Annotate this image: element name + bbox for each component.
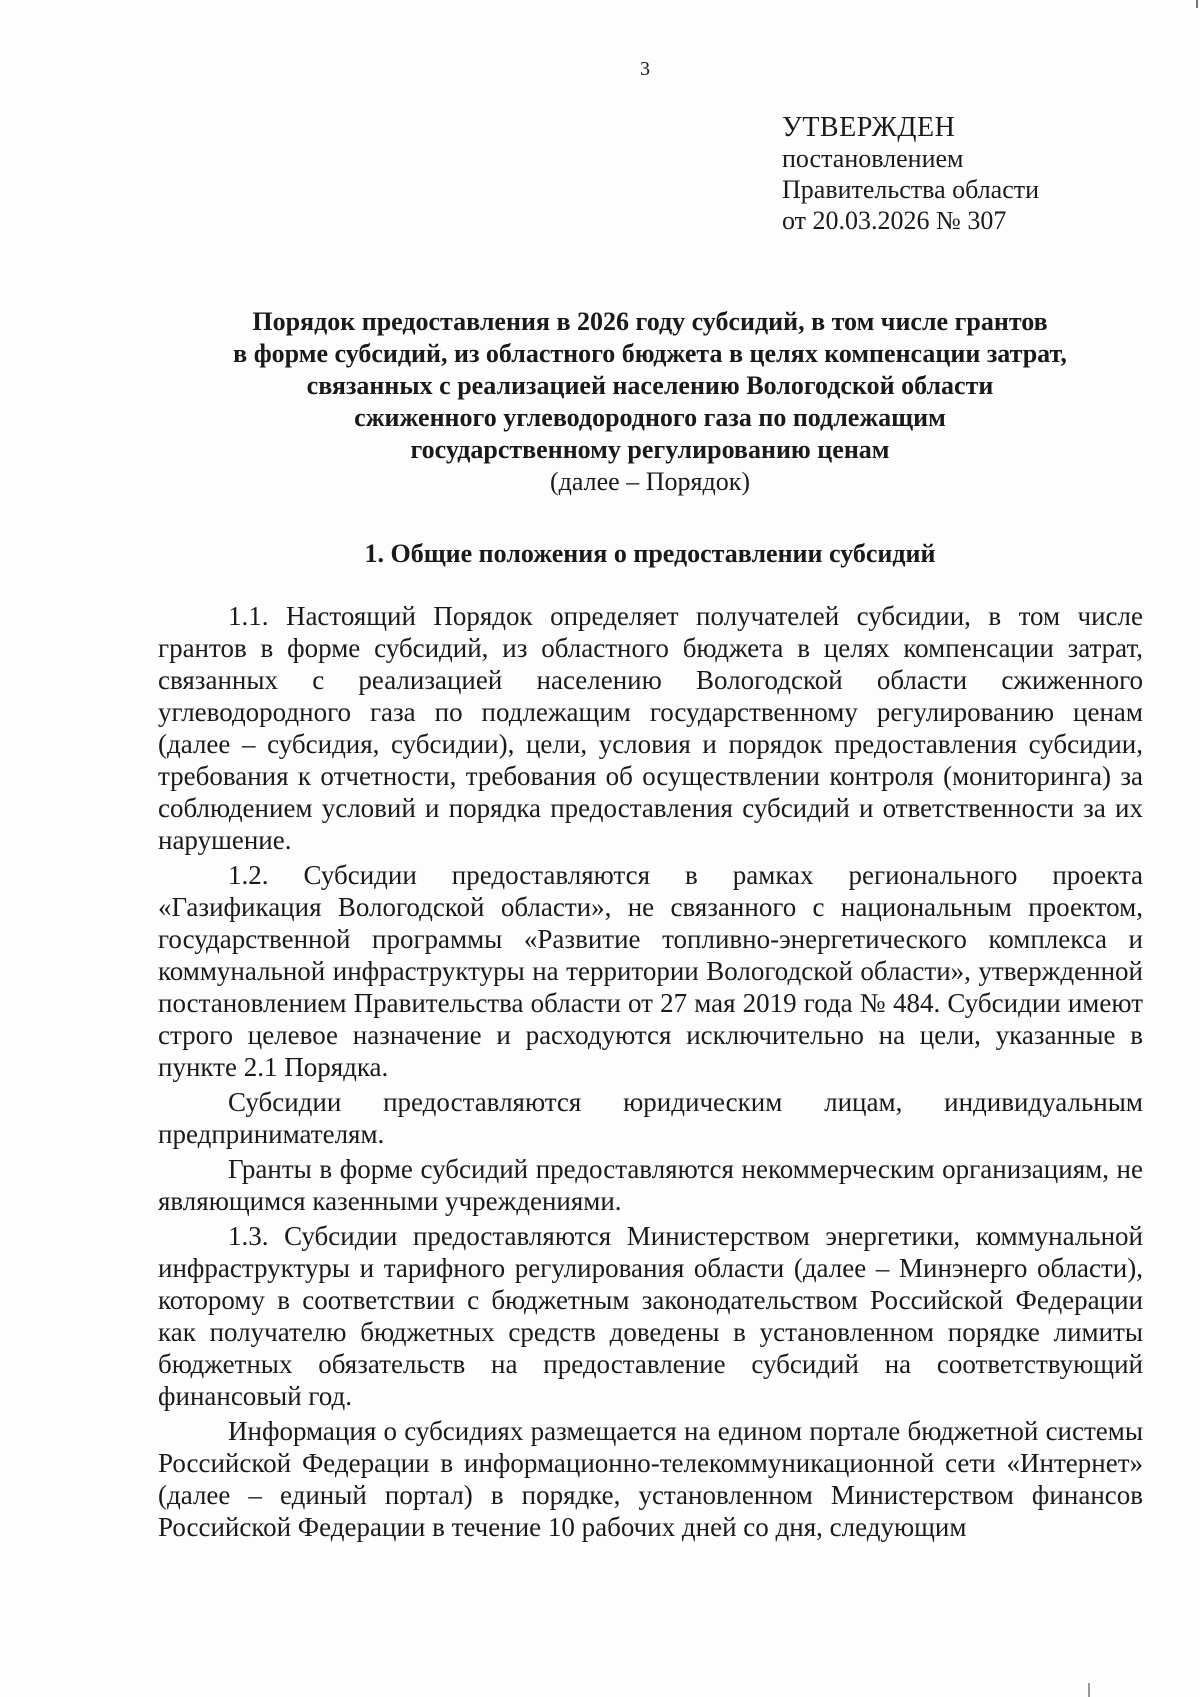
document-title-line: государственному регулированию ценам [410,435,890,464]
document-title-line: Порядок предоставления в 2026 году субсидий, в том числе грантов [252,307,1048,336]
section-heading: 1. Общие положения о предоставлении субсидий [364,539,936,568]
approval-line: от 20.03.2026 № 307 [782,206,1007,235]
document-subtitle: (далее – Порядок) [550,467,750,496]
paragraph: Гранты в форме субсидий предоставляются некоммерческим организациям, не являющимся казенными учреждениями. [158,1154,1143,1216]
scan-edge-mark-bottom [1088,1683,1090,1697]
paragraph: 1.3. Субсидии предоставляются Министерством энергетики, коммунальной инфраструктуры и тарифного регулирования области (далее – Минэнерго области), которому в соответствии с бюджетным законодательством Российской Федерации как получателю бюджетных средств доведены в установленном порядке лимиты бюджетных обязательств на предоставление субсидий на соответствующий финансовый год. [158,1221,1143,1411]
paragraph: 1.1. Настоящий Порядок определяет получателей субсидии, в том числе грантов в форме субсидий, из областного бюджета в целях компенсации затрат, связанных с реализацией населению Вологодской области сжиженного углеводородного газа по подлежащим государственному регулированию ценам (далее – субсидия, субсидии), цели, условия и порядок предоставления субсидии, требования к отчетности, требования об осуществлении контроля (мониторинга) за соблюдением условий и порядка предоставления субсидий и ответственности за их нарушение. [158,601,1143,855]
scan-edge-mark [1196,0,1198,8]
document-title [150,306,1150,498]
approval-line: постановлением [782,144,964,173]
document-body [158,600,1143,1546]
approval-title: УТВЕРЖДЕН [782,112,956,143]
page-number: 3 [640,58,650,80]
document-title-line: сжиженного углеводородного газа по подлежащим [354,403,946,432]
paragraph: Субсидии предоставляются юридическим лицам, индивидуальным предпринимателям. [158,1087,1143,1149]
document-title-line: связанных с реализацией населению Вологодской области [306,371,994,400]
paragraph: Информация о субсидиях размещается на едином портале бюджетной системы Российской Федерации в информационно-телекоммуникационной сети «Интернет» (далее – единый портал) в порядке, установленном Министерством финансов Российской Федерации в течение 10 рабочих дней со дня, следующим [158,1416,1143,1542]
approval-stamp [782,112,1039,236]
approval-line: Правительства области [782,175,1040,204]
paragraph: 1.2. Субсидии предоставляются в рамках регионального проекта «Газификация Вологодской области», не связанного с национальным проектом, государственной программы «Развитие топливно-энергетического комплекса и коммунальной инфраструктуры на территории Вологодской области», утвержденной постановлением Правительства области от 27 мая 2019 года № 484. Субсидии имеют строго целевое назначение и расходуются исключительно на цели, указанные в пункте 2.1 Порядка. [158,860,1143,1082]
document-title-line: в форме субсидий, из областного бюджета в целях компенсации затрат, [233,339,1067,368]
